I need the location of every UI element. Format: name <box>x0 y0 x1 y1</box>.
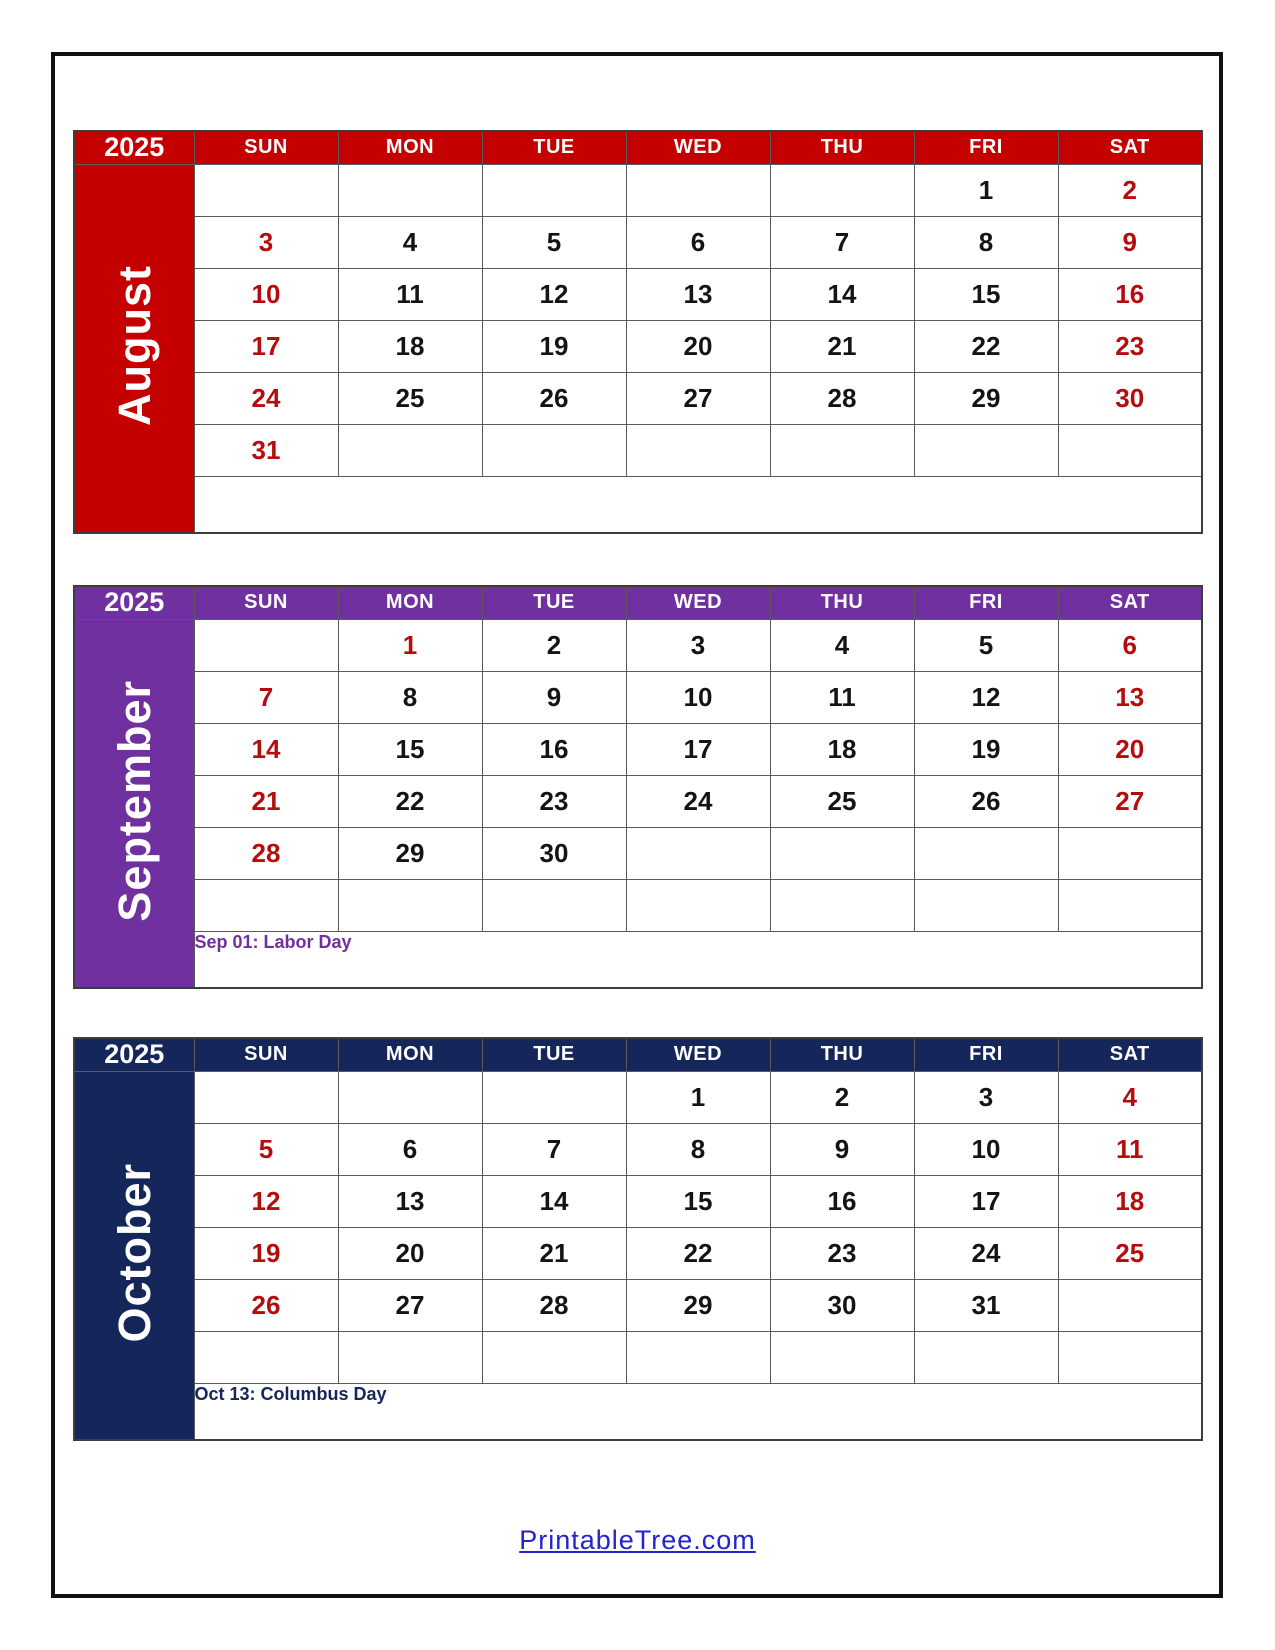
month-name-label: August <box>108 265 160 427</box>
day-cell: 7 <box>482 1123 626 1175</box>
day-header-thu: THU <box>770 131 914 164</box>
day-header-mon: MON <box>338 1038 482 1071</box>
day-cell: 19 <box>482 320 626 372</box>
day-cell: 15 <box>626 1175 770 1227</box>
day-cell <box>770 164 914 216</box>
month-name-label: October <box>108 1162 160 1343</box>
day-cell: 16 <box>482 723 626 775</box>
day-cell: 19 <box>194 1227 338 1279</box>
day-cell: 22 <box>914 320 1058 372</box>
week-row <box>74 1331 1202 1383</box>
day-cell <box>626 879 770 931</box>
day-cell: 17 <box>194 320 338 372</box>
day-cell <box>194 1331 338 1383</box>
day-cell: 23 <box>1058 320 1202 372</box>
month-october <box>73 1037 1203 1441</box>
day-cell <box>338 1071 482 1123</box>
day-cell <box>1058 1331 1202 1383</box>
day-cell: 21 <box>482 1227 626 1279</box>
day-cell: 30 <box>770 1279 914 1331</box>
day-cell: 8 <box>914 216 1058 268</box>
day-cell: 23 <box>770 1227 914 1279</box>
day-cell: 24 <box>194 372 338 424</box>
week-row <box>74 372 1202 424</box>
day-cell: 2 <box>770 1071 914 1123</box>
week-row <box>74 268 1202 320</box>
day-cell: 16 <box>1058 268 1202 320</box>
day-cell: 5 <box>482 216 626 268</box>
day-cell: 1 <box>626 1071 770 1123</box>
day-cell <box>770 827 914 879</box>
day-cell: 14 <box>770 268 914 320</box>
day-cell <box>1058 879 1202 931</box>
week-row <box>74 216 1202 268</box>
day-cell: 31 <box>914 1279 1058 1331</box>
day-cell <box>914 879 1058 931</box>
day-cell <box>482 424 626 476</box>
day-cell <box>914 1331 1058 1383</box>
week-row <box>74 827 1202 879</box>
day-cell: 18 <box>338 320 482 372</box>
day-cell: 10 <box>194 268 338 320</box>
year-label: 2025 <box>74 1038 194 1071</box>
day-cell <box>194 619 338 671</box>
day-cell: 20 <box>338 1227 482 1279</box>
day-header-fri: FRI <box>914 586 1058 619</box>
month-september <box>73 585 1203 989</box>
week-row <box>74 1123 1202 1175</box>
day-header-sun: SUN <box>194 131 338 164</box>
day-cell: 4 <box>1058 1071 1202 1123</box>
day-cell: 24 <box>914 1227 1058 1279</box>
day-cell: 11 <box>1058 1123 1202 1175</box>
calendar-table <box>73 585 1203 989</box>
day-cell: 8 <box>338 671 482 723</box>
day-cell: 19 <box>914 723 1058 775</box>
week-row <box>74 619 1202 671</box>
day-cell: 12 <box>194 1175 338 1227</box>
day-cell <box>914 827 1058 879</box>
footer-link[interactable]: PrintableTree.com <box>519 1525 756 1555</box>
day-cell: 2 <box>482 619 626 671</box>
day-cell: 27 <box>626 372 770 424</box>
footer <box>0 1525 1275 1556</box>
day-cell: 6 <box>338 1123 482 1175</box>
day-cell <box>338 1331 482 1383</box>
day-cell: 25 <box>770 775 914 827</box>
day-cell: 20 <box>626 320 770 372</box>
day-header-mon: MON <box>338 131 482 164</box>
day-cell: 15 <box>338 723 482 775</box>
day-cell: 29 <box>338 827 482 879</box>
year-label: 2025 <box>74 586 194 619</box>
day-cell: 3 <box>914 1071 1058 1123</box>
day-cell: 21 <box>770 320 914 372</box>
day-cell: 9 <box>770 1123 914 1175</box>
day-header-tue: TUE <box>482 131 626 164</box>
day-cell: 6 <box>1058 619 1202 671</box>
month-sidebar <box>74 164 194 533</box>
day-cell <box>770 879 914 931</box>
day-header-thu: THU <box>770 1038 914 1071</box>
day-header-thu: THU <box>770 586 914 619</box>
month-name-label: September <box>108 679 160 922</box>
day-cell: 12 <box>482 268 626 320</box>
day-cell: 11 <box>338 268 482 320</box>
day-header-wed: WED <box>626 1038 770 1071</box>
day-cell: 21 <box>194 775 338 827</box>
day-cell: 9 <box>482 671 626 723</box>
day-cell: 22 <box>626 1227 770 1279</box>
day-cell: 23 <box>482 775 626 827</box>
day-cell: 14 <box>482 1175 626 1227</box>
day-cell: 13 <box>338 1175 482 1227</box>
week-row <box>74 1071 1202 1123</box>
day-cell: 26 <box>914 775 1058 827</box>
holiday-note: Sep 01: Labor Day <box>194 931 1202 988</box>
week-row <box>74 1279 1202 1331</box>
day-cell: 18 <box>770 723 914 775</box>
day-cell <box>626 827 770 879</box>
day-cell: 1 <box>338 619 482 671</box>
day-cell: 2 <box>1058 164 1202 216</box>
day-cell: 15 <box>914 268 1058 320</box>
week-row <box>74 164 1202 216</box>
month-august <box>73 130 1203 534</box>
day-cell: 28 <box>194 827 338 879</box>
day-cell: 10 <box>914 1123 1058 1175</box>
day-cell: 13 <box>626 268 770 320</box>
day-cell <box>482 1331 626 1383</box>
day-cell: 1 <box>914 164 1058 216</box>
day-cell: 25 <box>338 372 482 424</box>
day-cell <box>1058 1279 1202 1331</box>
month-sidebar <box>74 1071 194 1440</box>
day-header-mon: MON <box>338 586 482 619</box>
day-cell <box>482 164 626 216</box>
day-cell: 28 <box>770 372 914 424</box>
day-cell: 4 <box>338 216 482 268</box>
day-cell <box>338 879 482 931</box>
week-row <box>74 1227 1202 1279</box>
day-cell <box>194 879 338 931</box>
day-cell: 6 <box>626 216 770 268</box>
week-row <box>74 671 1202 723</box>
day-cell <box>194 164 338 216</box>
day-cell: 12 <box>914 671 1058 723</box>
year-label: 2025 <box>74 131 194 164</box>
day-cell: 28 <box>482 1279 626 1331</box>
day-cell: 20 <box>1058 723 1202 775</box>
week-row <box>74 775 1202 827</box>
day-cell: 26 <box>194 1279 338 1331</box>
day-cell: 25 <box>1058 1227 1202 1279</box>
calendar-table <box>73 130 1203 534</box>
day-cell <box>482 1071 626 1123</box>
week-row <box>74 424 1202 476</box>
day-cell <box>194 1071 338 1123</box>
day-cell: 9 <box>1058 216 1202 268</box>
day-cell: 3 <box>194 216 338 268</box>
day-cell: 17 <box>914 1175 1058 1227</box>
day-cell <box>626 424 770 476</box>
holiday-note <box>194 476 1202 533</box>
month-sidebar <box>74 619 194 988</box>
week-row <box>74 1175 1202 1227</box>
day-cell <box>626 164 770 216</box>
day-cell: 13 <box>1058 671 1202 723</box>
day-cell: 29 <box>914 372 1058 424</box>
day-cell <box>1058 827 1202 879</box>
day-cell <box>770 1331 914 1383</box>
day-cell: 8 <box>626 1123 770 1175</box>
day-cell: 3 <box>626 619 770 671</box>
day-cell: 10 <box>626 671 770 723</box>
week-row <box>74 879 1202 931</box>
day-cell: 11 <box>770 671 914 723</box>
day-cell: 17 <box>626 723 770 775</box>
day-cell: 22 <box>338 775 482 827</box>
holiday-note: Oct 13: Columbus Day <box>194 1383 1202 1440</box>
day-cell: 18 <box>1058 1175 1202 1227</box>
day-cell <box>1058 424 1202 476</box>
day-header-sun: SUN <box>194 1038 338 1071</box>
day-cell: 29 <box>626 1279 770 1331</box>
day-cell: 5 <box>914 619 1058 671</box>
day-cell: 7 <box>770 216 914 268</box>
day-cell <box>338 164 482 216</box>
day-cell <box>482 879 626 931</box>
day-cell <box>338 424 482 476</box>
day-cell: 7 <box>194 671 338 723</box>
day-header-wed: WED <box>626 586 770 619</box>
day-cell: 14 <box>194 723 338 775</box>
day-cell <box>914 424 1058 476</box>
week-row <box>74 723 1202 775</box>
day-cell: 16 <box>770 1175 914 1227</box>
day-cell: 26 <box>482 372 626 424</box>
day-cell: 30 <box>1058 372 1202 424</box>
day-cell: 30 <box>482 827 626 879</box>
day-header-tue: TUE <box>482 1038 626 1071</box>
calendar-table <box>73 1037 1203 1441</box>
week-row <box>74 320 1202 372</box>
day-header-fri: FRI <box>914 131 1058 164</box>
day-header-sat: SAT <box>1058 586 1202 619</box>
day-cell <box>770 424 914 476</box>
day-cell: 27 <box>338 1279 482 1331</box>
day-cell: 31 <box>194 424 338 476</box>
day-cell <box>626 1331 770 1383</box>
day-header-fri: FRI <box>914 1038 1058 1071</box>
day-header-sun: SUN <box>194 586 338 619</box>
day-cell: 5 <box>194 1123 338 1175</box>
day-header-wed: WED <box>626 131 770 164</box>
day-cell: 4 <box>770 619 914 671</box>
day-cell: 24 <box>626 775 770 827</box>
day-header-sat: SAT <box>1058 131 1202 164</box>
day-header-tue: TUE <box>482 586 626 619</box>
day-header-sat: SAT <box>1058 1038 1202 1071</box>
day-cell: 27 <box>1058 775 1202 827</box>
